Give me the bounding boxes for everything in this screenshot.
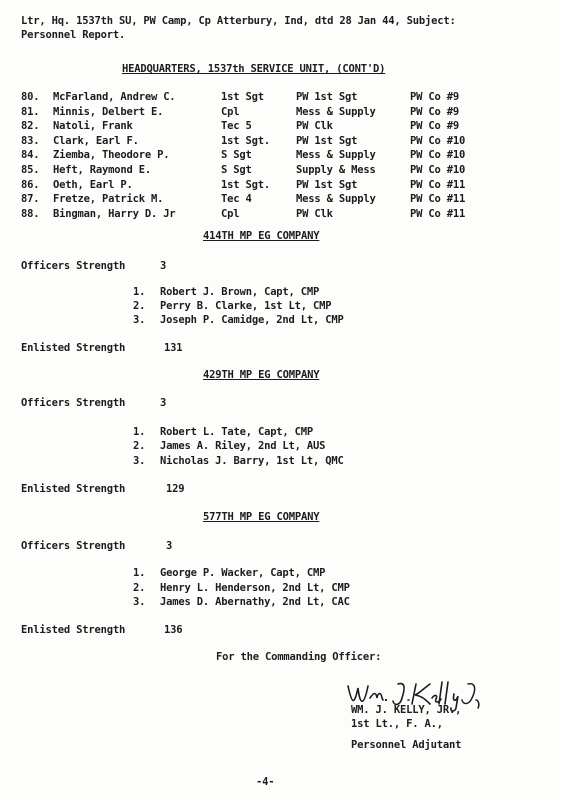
person-grade: Cpl bbox=[221, 207, 240, 220]
row-number: 84. bbox=[21, 149, 40, 162]
person-name: Minnis, Delbert E. bbox=[53, 105, 164, 118]
enlisted-strength-value: 131 bbox=[164, 342, 183, 354]
officer-entry: Joseph P. Camidge, 2nd Lt, CMP bbox=[160, 314, 344, 326]
person-duty: Mess & Supply bbox=[296, 149, 376, 162]
person-unit: PW Co #11 bbox=[410, 207, 466, 220]
letter-header-line-1: Ltr, Hq. 1537th SU, PW Camp, Cp Atterbury, Ind, dtd 28 Jan 44, Subject: bbox=[21, 15, 456, 27]
for-commanding-officer-line: For the Commanding Officer: bbox=[216, 651, 382, 663]
person-unit: PW Co #10 bbox=[410, 149, 466, 162]
hq-personnel-row bbox=[0, 135, 561, 147]
person-duty: PW 1st Sgt bbox=[296, 91, 358, 103]
officer-entry: Nicholas J. Barry, 1st Lt, QMC bbox=[160, 455, 344, 467]
officer-entry: James D. Abernathy, 2nd Lt, CAC bbox=[160, 596, 350, 608]
company-title: 429TH MP EG COMPANY bbox=[203, 369, 320, 381]
person-name: Clark, Earl F. bbox=[53, 134, 139, 147]
officer-entry: Henry L. Henderson, 2nd Lt, CMP bbox=[160, 582, 350, 594]
company-title: 577TH MP EG COMPANY bbox=[203, 511, 320, 523]
person-name: McFarland, Andrew C. bbox=[53, 91, 176, 103]
officer-number: 2. bbox=[133, 440, 146, 452]
hq-personnel-row bbox=[0, 164, 561, 176]
person-unit: PW Co #10 bbox=[410, 164, 466, 176]
hq-personnel-row bbox=[0, 120, 561, 132]
row-number: 87. bbox=[21, 193, 40, 206]
person-grade: Tec 5 bbox=[221, 120, 252, 133]
officer-number: 3. bbox=[133, 596, 146, 608]
person-name: Ziemba, Theodore P. bbox=[53, 149, 170, 162]
person-name: Heft, Raymond E. bbox=[53, 164, 151, 176]
officers-strength-value: 3 bbox=[166, 540, 173, 552]
person-grade: S Sgt bbox=[221, 164, 252, 176]
enlisted-strength-value: 136 bbox=[164, 624, 183, 636]
person-duty: PW Clk bbox=[296, 120, 333, 133]
hq-personnel-row bbox=[0, 106, 561, 118]
officer-entry: George P. Wacker, Capt, CMP bbox=[160, 567, 326, 579]
person-grade: 1st Sgt. bbox=[221, 178, 270, 191]
officer-entry: Robert L. Tate, Capt, CMP bbox=[160, 426, 314, 438]
hq-section-title: HEADQUARTERS, 1537th SERVICE UNIT, (CONT'D) bbox=[122, 63, 386, 75]
officer-number: 1. bbox=[133, 286, 146, 298]
officer-number: 1. bbox=[133, 567, 146, 579]
person-duty: Mess & Supply bbox=[296, 193, 376, 206]
hq-personnel-row bbox=[0, 91, 561, 103]
enlisted-strength-label: Enlisted Strength bbox=[21, 342, 126, 354]
person-name: Bingman, Harry D. Jr bbox=[53, 207, 176, 220]
signatory-title: Personnel Adjutant bbox=[351, 739, 462, 751]
enlisted-strength-label: Enlisted Strength bbox=[21, 624, 126, 636]
letter-header-line-2: Personnel Report. bbox=[21, 29, 126, 41]
person-duty: Supply & Mess bbox=[296, 164, 376, 176]
person-name: Fretze, Patrick M. bbox=[53, 193, 164, 206]
officers-strength-value: 3 bbox=[160, 397, 167, 409]
officers-strength-value: 3 bbox=[160, 260, 167, 272]
officer-number: 3. bbox=[133, 314, 146, 326]
officer-number: 2. bbox=[133, 582, 146, 594]
officer-entry: Robert J. Brown, Capt, CMP bbox=[160, 286, 320, 298]
person-grade: 1st Sgt. bbox=[221, 134, 270, 147]
row-number: 83. bbox=[21, 134, 40, 147]
enlisted-strength-label: Enlisted Strength bbox=[21, 483, 126, 495]
signatory-name: WM. J. KELLY, JR., bbox=[351, 704, 462, 716]
row-number: 81. bbox=[21, 105, 40, 118]
person-duty: PW 1st Sgt bbox=[296, 134, 358, 147]
person-grade: Cpl bbox=[221, 105, 240, 118]
company-title: 414TH MP EG COMPANY bbox=[203, 230, 320, 242]
person-name: Oeth, Earl P. bbox=[53, 178, 133, 191]
hq-personnel-row bbox=[0, 149, 561, 161]
row-number: 86. bbox=[21, 178, 40, 191]
officer-entry: James A. Riley, 2nd Lt, AUS bbox=[160, 440, 326, 452]
officers-strength-label: Officers Strength bbox=[21, 397, 126, 409]
row-number: 80. bbox=[21, 91, 40, 103]
page-number: -4- bbox=[256, 776, 275, 788]
signatory-rank: 1st Lt., F. A., bbox=[351, 718, 443, 730]
officer-entry: Perry B. Clarke, 1st Lt, CMP bbox=[160, 300, 332, 312]
person-duty: PW 1st Sgt bbox=[296, 178, 358, 191]
person-unit: PW Co #9 bbox=[410, 105, 459, 118]
person-duty: PW Clk bbox=[296, 207, 333, 220]
person-unit: PW Co #9 bbox=[410, 91, 459, 103]
officer-number: 2. bbox=[133, 300, 146, 312]
person-name: Natoli, Frank bbox=[53, 120, 133, 133]
officer-number: 3. bbox=[133, 455, 146, 467]
hq-personnel-row bbox=[0, 179, 561, 191]
officers-strength-label: Officers Strength bbox=[21, 540, 126, 552]
officer-number: 1. bbox=[133, 426, 146, 438]
person-grade: S Sgt bbox=[221, 149, 252, 162]
row-number: 85. bbox=[21, 164, 40, 176]
enlisted-strength-value: 129 bbox=[166, 483, 185, 495]
person-unit: PW Co #11 bbox=[410, 178, 466, 191]
person-duty: Mess & Supply bbox=[296, 105, 376, 118]
person-grade: 1st Sgt bbox=[221, 91, 264, 103]
row-number: 88. bbox=[21, 207, 40, 220]
row-number: 82. bbox=[21, 120, 40, 133]
officers-strength-label: Officers Strength bbox=[21, 260, 126, 272]
person-unit: PW Co #11 bbox=[410, 193, 466, 206]
person-grade: Tec 4 bbox=[221, 193, 252, 206]
hq-personnel-row bbox=[0, 208, 561, 220]
person-unit: PW Co #10 bbox=[410, 134, 466, 147]
hq-personnel-row bbox=[0, 193, 561, 205]
person-unit: PW Co #9 bbox=[410, 120, 459, 133]
